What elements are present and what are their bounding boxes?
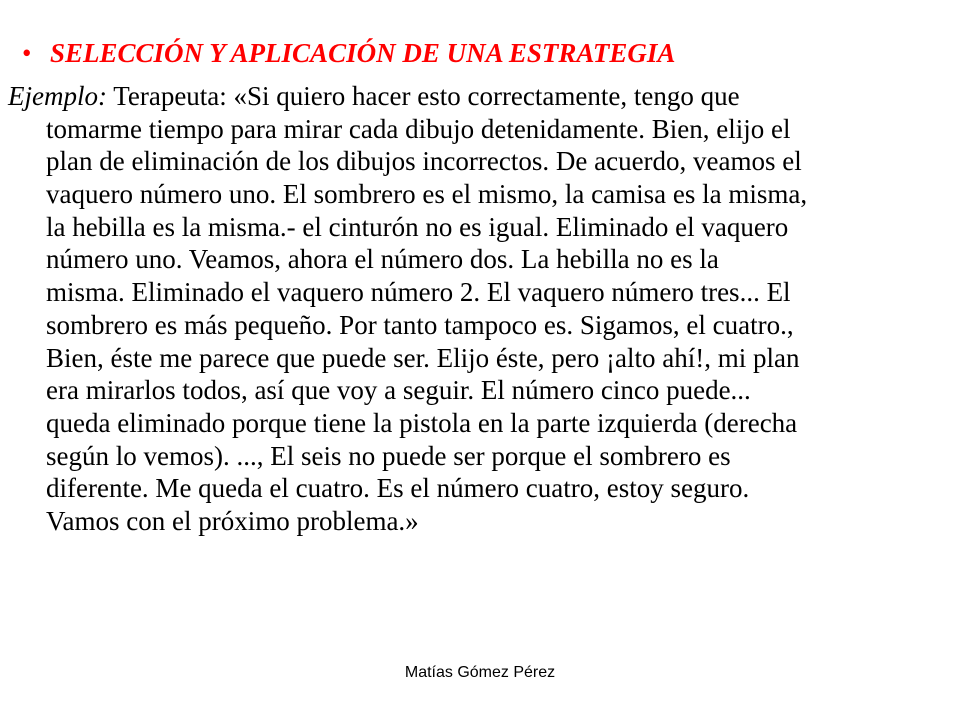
slide-heading: SELECCIÓN Y APLICACIÓN DE UNA ESTRATEGIA	[50, 38, 676, 68]
paragraph-line: según lo vemos). ..., El seis no puede ser porque el sombrero es	[46, 440, 731, 471]
paragraph-line: era mirarlos todos, así que voy a seguir. El número cinco puede...	[46, 375, 751, 406]
paragraph-line: la hebilla es la misma.- el cinturón no es igual. Eliminado el vaquero	[46, 211, 789, 242]
paragraph-line: tomarme tiempo para mirar cada dibujo detenidamente. Bien, elijo el	[46, 113, 791, 144]
example-label: Ejemplo:	[8, 81, 107, 111]
paragraph-line: vaquero número uno. El sombrero es el mismo, la camisa es la misma,	[46, 179, 808, 210]
paragraph-line: diferente. Me queda el cuatro. Es el número cuatro, estoy seguro.	[46, 473, 750, 504]
paragraph-line: queda eliminado porque tiene la pistola en la parte izquierda (derecha	[46, 407, 798, 438]
example-paragraph	[8, 80, 952, 538]
paragraph-line: número uno. Veamos, ahora el número dos. La hebilla no es la	[46, 244, 719, 275]
paragraph-line: misma. Eliminado el vaquero número 2. El vaquero número tres... El	[46, 277, 791, 308]
first-line-text: Terapeuta: «Si quiero hacer esto correctamente, tengo que	[106, 81, 740, 111]
paragraph-line: plan de eliminación de los dibujos incorrectos. De acuerdo, veamos el	[46, 146, 802, 177]
heading-row	[22, 34, 922, 74]
paragraph-line: sombrero es más pequeño. Por tanto tampoco es. Sigamos, el cuatro.,	[46, 309, 794, 340]
slide-footer: Matías Gómez Pérez	[404, 664, 556, 681]
paragraph-line: Bien, éste me parece que puede ser. Elijo éste, pero ¡alto ahí!, mi plan	[46, 342, 800, 373]
paragraph-line	[8, 80, 952, 113]
paragraph-line: Vamos con el próximo problema.»	[46, 505, 419, 536]
bullet-icon: •	[22, 38, 32, 68]
